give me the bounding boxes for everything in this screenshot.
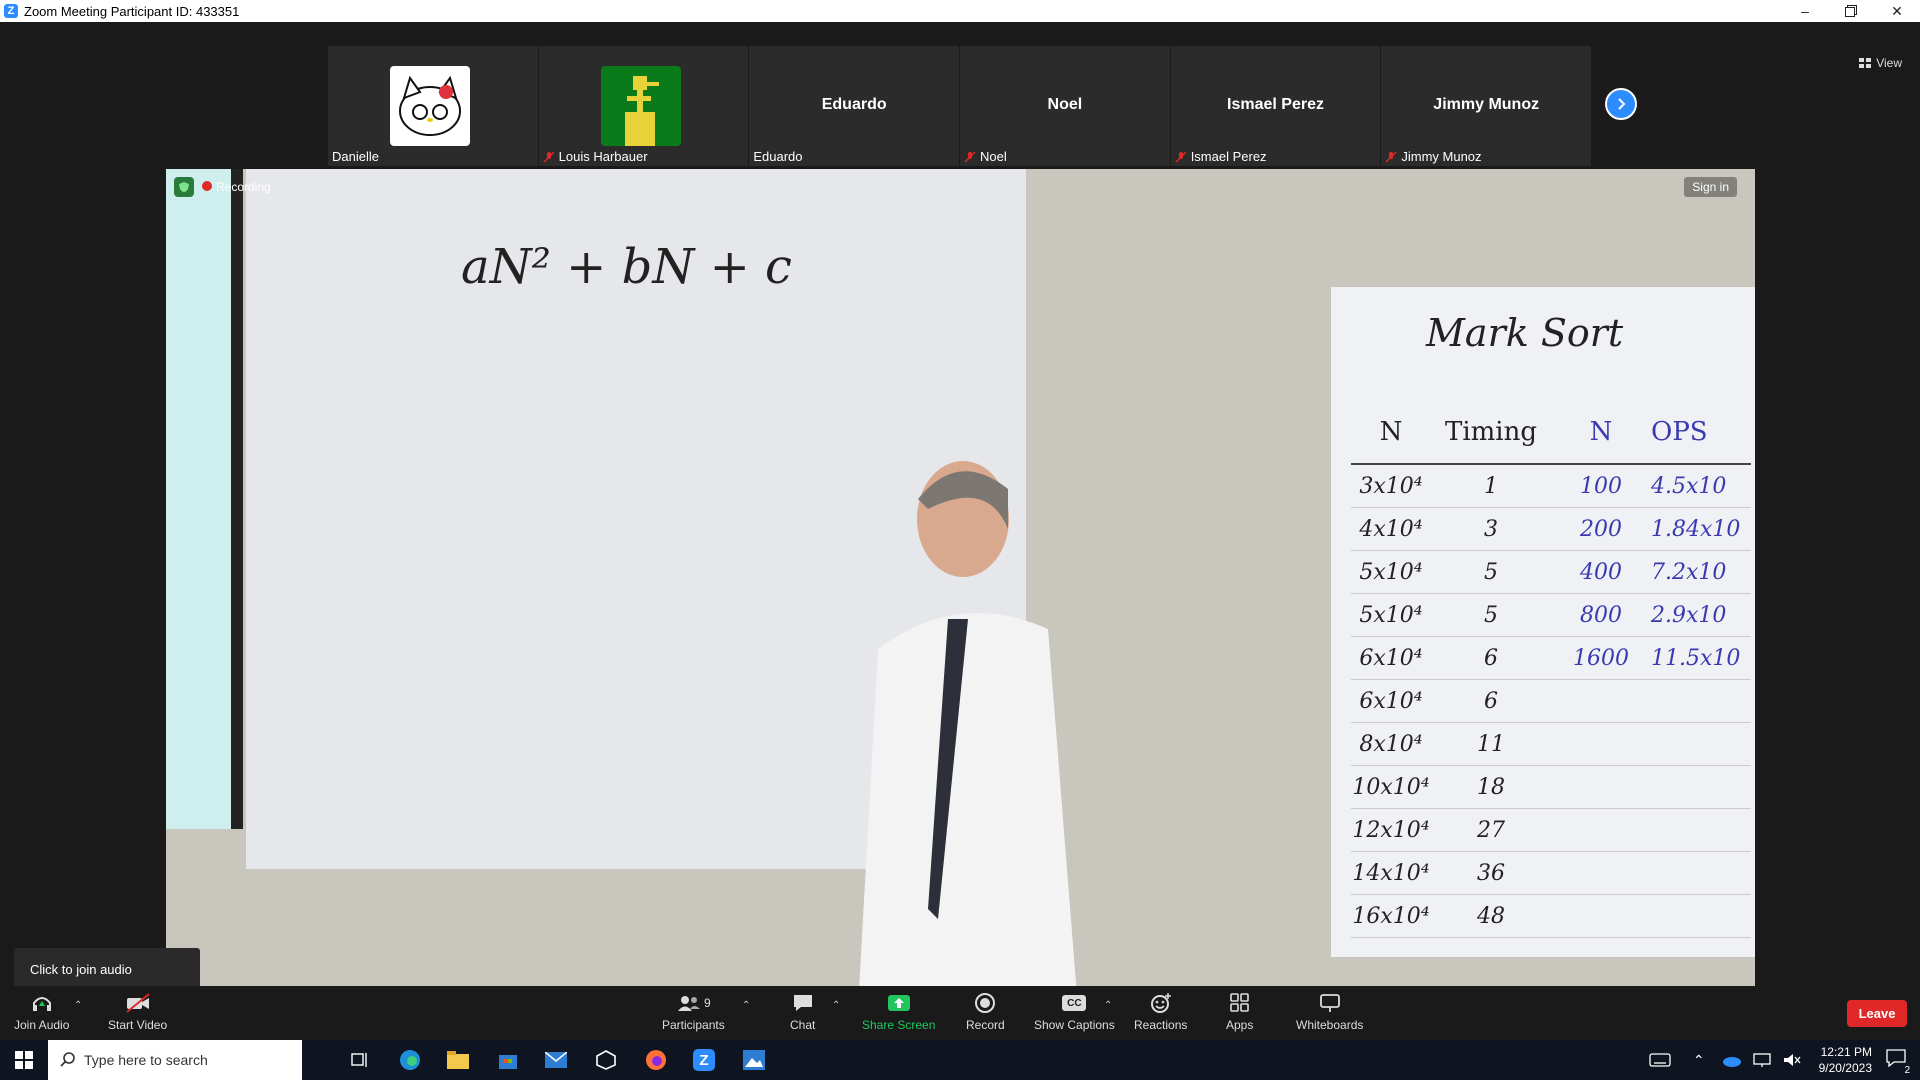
table-cell: 7.2x10 [1651, 559, 1727, 585]
clock[interactable] [1819, 1044, 1872, 1076]
table-cell: 11.5x10 [1651, 645, 1741, 671]
package-app-icon[interactable] [592, 1046, 620, 1074]
whiteboards-button[interactable] [1296, 992, 1363, 1032]
board-formula: aN² + bN + c [461, 239, 792, 295]
share-screen-label: Share Screen [862, 1018, 936, 1032]
table-cell: 36 [1477, 860, 1505, 886]
table-body [1351, 465, 1751, 938]
notification-count: 2 [1904, 1064, 1910, 1076]
participant-tile[interactable] [1381, 46, 1591, 166]
next-page-button[interactable] [1605, 88, 1637, 120]
table-cell: 6x10⁴ [1359, 688, 1423, 714]
record-label: Record [966, 1018, 1005, 1032]
participant-display-name: Jimmy Munoz [1433, 96, 1540, 113]
table-row [1351, 809, 1751, 852]
record-icon [974, 992, 996, 1014]
encryption-shield-icon[interactable] [174, 177, 194, 197]
view-label: View [1876, 56, 1902, 70]
windows-logo-icon [15, 1051, 33, 1069]
show-captions-label: Show Captions [1034, 1018, 1115, 1032]
chevron-up-icon[interactable]: ⌃ [1104, 1000, 1113, 1011]
windows-taskbar [0, 1040, 1920, 1080]
tooltip-text: Click to join audio [30, 961, 132, 977]
chevron-up-icon[interactable]: ⌃ [832, 1000, 841, 1011]
task-view-icon[interactable] [346, 1046, 374, 1074]
mic-muted-icon [964, 151, 976, 163]
close-button[interactable]: ✕ [1891, 2, 1903, 19]
whiteboard-table [1351, 417, 1751, 938]
active-speaker-video [166, 169, 1755, 1008]
table-cell: 3x10⁴ [1359, 473, 1423, 499]
table-row [1351, 680, 1751, 723]
join-audio-label: Join Audio [14, 1018, 70, 1032]
reactions-label: Reactions [1134, 1018, 1188, 1032]
table-cell: 8x10⁴ [1359, 731, 1423, 757]
minimize-button[interactable]: – [1801, 3, 1809, 19]
photos-app-icon[interactable] [740, 1046, 768, 1074]
table-cell: 800 [1580, 602, 1622, 628]
table-cell: 5x10⁴ [1359, 602, 1423, 628]
mic-muted-icon [543, 151, 555, 163]
recording-label: Recording [216, 180, 271, 194]
teacher-figure [838, 439, 1078, 1008]
join-audio-tooltip [14, 948, 200, 990]
table-cell: 5 [1484, 602, 1498, 628]
captions-icon: CC [1062, 995, 1086, 1011]
volume-muted-icon[interactable] [1783, 1052, 1801, 1068]
window-title: Zoom Meeting Participant ID: 433351 [24, 3, 240, 19]
table-cell: 1.84x10 [1651, 516, 1741, 542]
table-cell: 11 [1477, 731, 1505, 757]
participant-display-name: Ismael Perez [1227, 96, 1324, 113]
search-placeholder: Type here to search [84, 1052, 208, 1068]
zoom-logo-icon: Z [4, 4, 18, 18]
table-cell: 5x10⁴ [1359, 559, 1423, 585]
table-header-cell: Timing [1444, 417, 1537, 447]
meeting-stage [0, 22, 1920, 986]
table-row [1351, 766, 1751, 809]
notification-icon [1886, 1049, 1906, 1067]
participant-name: Louis Harbauer [543, 149, 648, 164]
apps-button[interactable] [1226, 992, 1253, 1032]
table-cell: 48 [1477, 903, 1505, 929]
table-cell: 10x10⁴ [1352, 774, 1430, 800]
table-cell: 3 [1484, 516, 1498, 542]
participant-display-name: Eduardo [821, 96, 887, 113]
participant-tile[interactable] [749, 46, 959, 166]
table-cell: 4.5x10 [1651, 473, 1727, 499]
leave-button[interactable]: Leave [1847, 1000, 1907, 1027]
system-tray [1649, 1040, 1920, 1080]
chevron-up-icon[interactable]: ⌃ [742, 1000, 751, 1011]
table-cell: 100 [1580, 473, 1622, 499]
clock-date: 9/20/2023 [1818, 1061, 1872, 1075]
restore-icon [1845, 5, 1857, 17]
edge-browser-icon[interactable] [396, 1046, 424, 1074]
table-header-row [1351, 417, 1751, 465]
table-header-cell: N [1589, 417, 1613, 447]
table-cell: 14x10⁴ [1352, 860, 1430, 886]
participant-name: Danielle [332, 149, 379, 164]
mic-muted-icon [1385, 151, 1397, 163]
table-cell: 16x10⁴ [1352, 903, 1430, 929]
microsoft-store-icon[interactable] [494, 1046, 522, 1074]
headphones-icon [31, 993, 53, 1013]
reactions-button[interactable] [1134, 992, 1187, 1032]
start-video-label: Start Video [108, 1018, 168, 1032]
grid-view-icon [1859, 58, 1871, 68]
participant-tile[interactable] [1171, 46, 1381, 166]
share-screen-button[interactable] [862, 992, 935, 1032]
table-row [1351, 465, 1751, 508]
title-bar [0, 0, 1920, 22]
whiteboard-right [1331, 287, 1755, 957]
recording-indicator [174, 177, 271, 197]
taskbar-search[interactable] [48, 1040, 302, 1080]
table-cell: 6x10⁴ [1359, 645, 1423, 671]
table-row [1351, 637, 1751, 680]
participant-display-name: Noel [1047, 96, 1083, 113]
video-off-icon [125, 993, 151, 1013]
whiteboards-label: Whiteboards [1296, 1018, 1364, 1032]
firefox-icon[interactable] [642, 1046, 670, 1074]
table-cell: 1600 [1573, 645, 1629, 671]
participants-icon [676, 993, 702, 1013]
table-cell: 1 [1484, 473, 1498, 499]
start-video-button[interactable] [108, 992, 167, 1032]
recording-dot-icon [202, 181, 212, 191]
chevron-up-icon[interactable]: ⌃ [1692, 1051, 1705, 1068]
restore-button[interactable] [1828, 0, 1874, 22]
apps-label: Apps [1226, 1018, 1254, 1032]
meeting-toolbar [0, 986, 1920, 1040]
projector-screen [166, 169, 243, 829]
search-icon [60, 1052, 76, 1068]
whiteboard-icon [1319, 993, 1341, 1013]
participant-tile[interactable] [539, 46, 749, 166]
chevron-right-icon [1614, 97, 1628, 111]
whiteboard-title: Mark Sort [1426, 311, 1624, 355]
chevron-up-icon[interactable]: ⌃ [74, 1000, 83, 1011]
network-icon[interactable] [1753, 1052, 1771, 1068]
participants-button[interactable] [662, 992, 725, 1032]
keyboard-icon[interactable] [1649, 1052, 1671, 1068]
table-cell: 6 [1484, 645, 1498, 671]
participant-name: Eduardo [753, 149, 803, 164]
record-button[interactable] [966, 992, 1005, 1032]
participant-tile[interactable] [328, 46, 538, 166]
chat-label: Chat [790, 1018, 816, 1032]
mic-muted-icon [1175, 151, 1187, 163]
hello-kitty-avatar [390, 66, 470, 146]
join-audio-button[interactable] [14, 992, 69, 1032]
participant-name: Ismael Perez [1175, 149, 1267, 164]
table-cell: 27 [1477, 817, 1505, 843]
participants-label: Participants [662, 1018, 725, 1032]
clock-time: 12:21 PM [1820, 1045, 1872, 1059]
table-cell: 6 [1484, 688, 1498, 714]
apps-icon [1229, 992, 1251, 1014]
table-cell: 200 [1580, 516, 1622, 542]
table-cell: 400 [1580, 559, 1622, 585]
chat-button[interactable] [790, 992, 815, 1032]
share-screen-icon [887, 993, 911, 1013]
smiley-icon [1150, 992, 1172, 1014]
file-explorer-icon[interactable] [444, 1046, 472, 1074]
show-captions-button[interactable] [1034, 992, 1115, 1032]
table-row [1351, 508, 1751, 551]
table-row [1351, 594, 1751, 637]
table-cell: 5 [1484, 559, 1498, 585]
table-cell: 12x10⁴ [1352, 817, 1430, 843]
participants-count: 9 [704, 996, 711, 1010]
table-cell: 18 [1477, 774, 1505, 800]
mail-icon[interactable] [542, 1046, 570, 1074]
table-row [1351, 551, 1751, 594]
sign-in-button[interactable]: Sign in [1684, 177, 1737, 197]
table-row [1351, 723, 1751, 766]
zoom-taskbar-icon[interactable]: Z [690, 1046, 718, 1074]
participant-strip [328, 46, 1592, 166]
table-cell: 2.9x10 [1651, 602, 1727, 628]
start-button[interactable] [0, 1040, 48, 1080]
view-button[interactable] [1859, 56, 1902, 70]
table-row [1351, 852, 1751, 895]
table-header-cell: N [1379, 417, 1403, 447]
participant-name: Noel [964, 149, 1007, 164]
chat-icon [792, 993, 814, 1013]
table-header-cell: OPS [1651, 417, 1708, 447]
participant-name: Jimmy Munoz [1385, 149, 1481, 164]
table-cell: 4x10⁴ [1359, 516, 1423, 542]
pixel-character-avatar [601, 66, 681, 146]
notifications-button[interactable] [1886, 1049, 1910, 1076]
window-controls [1782, 0, 1920, 22]
onedrive-icon[interactable] [1721, 1053, 1741, 1067]
participant-tile[interactable] [960, 46, 1170, 166]
table-row [1351, 895, 1751, 938]
